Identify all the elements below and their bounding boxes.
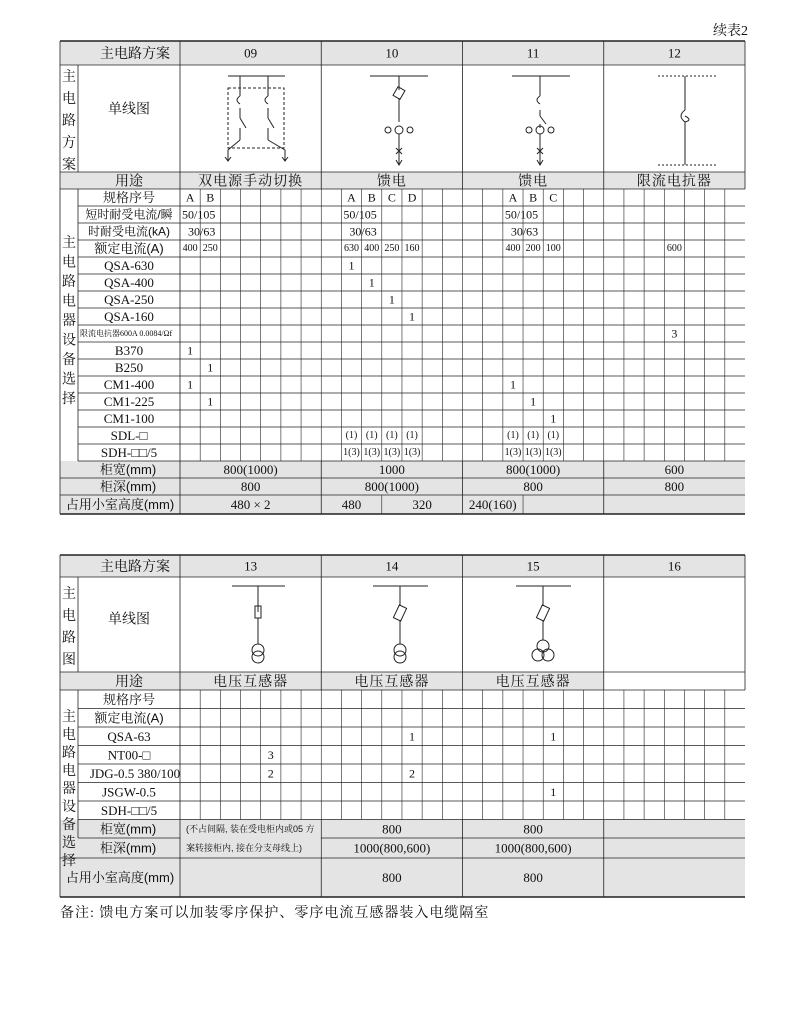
spec-letter: A bbox=[508, 190, 518, 205]
cell-value: (1) bbox=[386, 430, 398, 441]
cabinet-depth: 1000(800,600) bbox=[494, 840, 572, 856]
scheme-purpose: 电压互感器 bbox=[213, 673, 289, 689]
device-label: QSA-400 bbox=[104, 275, 154, 290]
cell-value: 1 bbox=[187, 377, 194, 392]
cell-value: 1 bbox=[187, 343, 194, 358]
cell-value: (1) bbox=[365, 430, 378, 441]
side-label-char: 电 bbox=[62, 762, 76, 778]
cell-value: (1) bbox=[527, 430, 539, 441]
cell-value: 1 bbox=[509, 377, 516, 392]
side-label-char: 图 bbox=[62, 651, 76, 667]
cell-value: 2 bbox=[409, 766, 416, 781]
cabinet-width: 800 bbox=[523, 821, 543, 837]
blank-fill bbox=[604, 577, 745, 690]
rated-value: 400 bbox=[505, 243, 521, 254]
side-label-char: 电 bbox=[62, 90, 76, 106]
scheme-purpose: 馈电 bbox=[518, 172, 549, 189]
short-time-value: 50/105 bbox=[182, 207, 216, 222]
side-label-char: 主 bbox=[62, 708, 76, 724]
rated-value: 200 bbox=[525, 243, 541, 254]
side-label-char: 主 bbox=[62, 68, 76, 84]
scheme-purpose: 电压互感器 bbox=[495, 673, 571, 689]
side-label-char: 主 bbox=[62, 585, 76, 601]
continued-label: 续表2 bbox=[713, 24, 748, 39]
cell-value: 1(3) bbox=[504, 447, 522, 458]
cell-value: 1 bbox=[550, 411, 557, 426]
short-time-value: 30/63 bbox=[188, 224, 216, 239]
side-label-char: 器 bbox=[62, 312, 76, 328]
row-label-width: 柜宽(mm) bbox=[99, 462, 157, 477]
side-label-char: 器 bbox=[62, 780, 76, 796]
room-height: 320 bbox=[412, 497, 432, 512]
single-line-diagram-09 bbox=[225, 76, 288, 161]
header-main-scheme: 主电路方案 bbox=[100, 45, 170, 61]
single-line-diagram-14 bbox=[373, 586, 428, 663]
cabinet-width: 600 bbox=[664, 462, 685, 477]
scheme-13-note: (不占间隔, 装在受电柜内或05 方 bbox=[186, 823, 315, 834]
side-label-char: 路 bbox=[62, 273, 76, 289]
cell-value: 1 bbox=[207, 394, 214, 409]
scheme-13-note: 案转接柜内, 接在分支母线上) bbox=[186, 843, 302, 853]
short-time-value: 30/63 bbox=[349, 224, 377, 239]
cell-value: (1) bbox=[345, 430, 358, 441]
side-label-char: 主 bbox=[62, 234, 76, 250]
device-label: CM1-225 bbox=[103, 394, 155, 409]
spec-letter: B bbox=[529, 190, 538, 205]
rated-value: 630 bbox=[344, 243, 360, 254]
spec-letter: D bbox=[407, 190, 417, 205]
scheme-number: 09 bbox=[244, 45, 258, 61]
side-label-char: 路 bbox=[62, 112, 76, 128]
label-single-line: 单线图 bbox=[108, 100, 150, 117]
device-label: B370 bbox=[114, 343, 144, 358]
cell-value: 3 bbox=[671, 326, 678, 341]
side-label-char: 电 bbox=[62, 726, 76, 742]
header-main-scheme: 主电路方案 bbox=[100, 558, 170, 574]
room-height: 480 × 2 bbox=[230, 497, 271, 512]
single-line-diagram-11 bbox=[512, 76, 570, 165]
spec-letter: C bbox=[387, 190, 396, 205]
cell-value: 1(3) bbox=[544, 447, 562, 458]
device-label: QSA-630 bbox=[104, 258, 154, 273]
row-label-depth: 柜深(mm) bbox=[99, 479, 157, 494]
rated-value: 250 bbox=[384, 243, 400, 254]
cell-value: 1 bbox=[409, 729, 416, 744]
spec-letter: C bbox=[549, 190, 558, 205]
label-purpose: 用途 bbox=[115, 172, 143, 189]
room-height: 240(160) bbox=[468, 497, 517, 512]
row-label: 规格序号 bbox=[102, 190, 156, 205]
side-label-char: 择 bbox=[62, 390, 76, 406]
row-label-width: 柜宽(mm) bbox=[99, 821, 157, 837]
scheme-number: 10 bbox=[385, 45, 399, 61]
cabinet-depth: 1000(800,600) bbox=[353, 840, 431, 856]
cell-value: 1(3) bbox=[403, 447, 421, 458]
single-line-diagram-10 bbox=[370, 76, 428, 165]
single-line-diagram-13 bbox=[232, 586, 285, 663]
side-label-char: 备 bbox=[62, 816, 76, 832]
device-label: JDG-0.5 380/100 bbox=[89, 765, 181, 781]
rated-value: 160 bbox=[404, 243, 420, 254]
side-label-char: 择 bbox=[62, 852, 76, 868]
cabinet-width: 800(1000) bbox=[223, 462, 278, 477]
spec-letter: B bbox=[367, 190, 376, 205]
device-label: SDH-□□/5 bbox=[100, 445, 158, 460]
scheme-number: 16 bbox=[667, 558, 681, 574]
rated-value: 100 bbox=[545, 243, 561, 254]
room-height: 800 bbox=[382, 870, 402, 885]
device-label: B250 bbox=[114, 360, 144, 375]
row-label-depth: 柜深(mm) bbox=[99, 840, 157, 856]
scheme-purpose: 双电源手动切换 bbox=[198, 172, 304, 189]
short-time-value: 30/63 bbox=[510, 224, 539, 239]
device-label: SDH-□□/5 bbox=[100, 802, 158, 818]
cabinet-depth: 800 bbox=[240, 479, 261, 494]
cabinet-depth: 800 bbox=[523, 479, 543, 494]
spec-letter: B bbox=[206, 190, 215, 205]
device-label: SDL-□ bbox=[110, 428, 148, 443]
room-height: 480 bbox=[341, 497, 362, 512]
rated-value: 250 bbox=[202, 243, 218, 254]
cell-value: 1 bbox=[409, 309, 416, 324]
side-label-char: 方 bbox=[62, 134, 76, 150]
cabinet-width: 800 bbox=[382, 821, 402, 837]
cell-value: 1(3) bbox=[524, 447, 542, 458]
cell-value: 3 bbox=[267, 747, 274, 762]
device-label: QSA-160 bbox=[104, 309, 154, 324]
rated-value: 400 bbox=[364, 243, 380, 254]
side-label-char: 案 bbox=[62, 156, 76, 172]
spec-letter: A bbox=[347, 190, 356, 205]
scheme-purpose: 电压互感器 bbox=[354, 673, 430, 689]
row-label: 额定电流(A) bbox=[94, 710, 164, 726]
cell-value: 1 bbox=[368, 275, 375, 290]
cell-value: 1 bbox=[388, 292, 395, 307]
row-label: 短时耐受电流/瞬 bbox=[85, 207, 173, 222]
side-label-char: 选 bbox=[62, 834, 76, 850]
row-label: 额定电流(A) bbox=[94, 241, 164, 256]
device-label: NT00-□ bbox=[107, 747, 151, 763]
side-label-char: 路 bbox=[62, 744, 76, 760]
single-line-diagram-15 bbox=[516, 586, 571, 661]
side-label-char: 设 bbox=[62, 798, 76, 814]
cell-value: (1) bbox=[507, 430, 519, 441]
scheme-number: 14 bbox=[385, 558, 399, 574]
cell-value: 1 bbox=[348, 258, 355, 273]
scheme-number: 11 bbox=[526, 45, 540, 61]
label-purpose: 用途 bbox=[115, 673, 143, 689]
device-label: CM1-400 bbox=[103, 377, 155, 392]
short-time-value: 50/105 bbox=[343, 207, 377, 222]
scheme-purpose: 限流电抗器 bbox=[636, 172, 712, 189]
row-label: 时耐受电流(kA) bbox=[88, 224, 170, 239]
cabinet-depth: 800 bbox=[664, 479, 685, 494]
cabinet-depth: 800(1000) bbox=[364, 479, 419, 494]
cell-value: 1 bbox=[207, 360, 214, 375]
rated-value: 600 bbox=[666, 243, 682, 254]
scheme-number: 13 bbox=[244, 558, 258, 574]
cell-value: 1(3) bbox=[383, 447, 401, 458]
side-label-char: 设 bbox=[62, 331, 76, 348]
device-label: QSA-63 bbox=[107, 728, 151, 744]
device-label: CM1-100 bbox=[103, 411, 155, 426]
cell-value: 2 bbox=[267, 766, 274, 781]
scheme-number: 12 bbox=[667, 45, 681, 61]
cell-value: (1) bbox=[547, 430, 560, 441]
cell-value: 1(3) bbox=[363, 447, 381, 458]
cabinet-width: 800(1000) bbox=[506, 462, 561, 477]
remark: 备注: 馈电方案可以加装零序保护、零序电流互感器装入电缆隔室 bbox=[60, 906, 490, 921]
device-label: JSGW-0.5 bbox=[102, 784, 156, 800]
side-label-char: 电 bbox=[62, 253, 76, 270]
rated-value: 400 bbox=[182, 243, 198, 254]
cell-value: 1(3) bbox=[343, 447, 360, 458]
room-height: 800 bbox=[523, 870, 543, 885]
row-label-height: 占用小室高度(mm) bbox=[65, 870, 175, 885]
cell-value: (1) bbox=[406, 430, 418, 441]
side-label-char: 电 bbox=[62, 292, 76, 309]
side-label-char: 选 bbox=[62, 370, 76, 387]
scheme-number: 15 bbox=[526, 558, 540, 574]
label-single-line: 单线图 bbox=[108, 610, 150, 627]
short-time-value: 50/105 bbox=[504, 207, 539, 222]
row-label-height: 占用小室高度(mm) bbox=[65, 497, 175, 512]
side-label-char: 路 bbox=[62, 629, 76, 645]
side-label-char: 备 bbox=[62, 351, 76, 367]
device-label: 限流电抗器600A 0.0084/Ωf bbox=[80, 329, 173, 338]
row-label: 规格序号 bbox=[102, 691, 156, 707]
cabinet-width: 1000 bbox=[378, 462, 405, 477]
device-label: QSA-250 bbox=[104, 292, 154, 307]
cell-value: 1 bbox=[550, 784, 557, 799]
cell-value: 1 bbox=[530, 394, 537, 409]
single-line-diagram-12 bbox=[658, 76, 716, 165]
scheme-purpose: 馈电 bbox=[376, 172, 407, 189]
spec-letter: A bbox=[185, 190, 195, 205]
cell-value: 1 bbox=[550, 729, 557, 744]
side-label-char: 电 bbox=[62, 607, 76, 623]
